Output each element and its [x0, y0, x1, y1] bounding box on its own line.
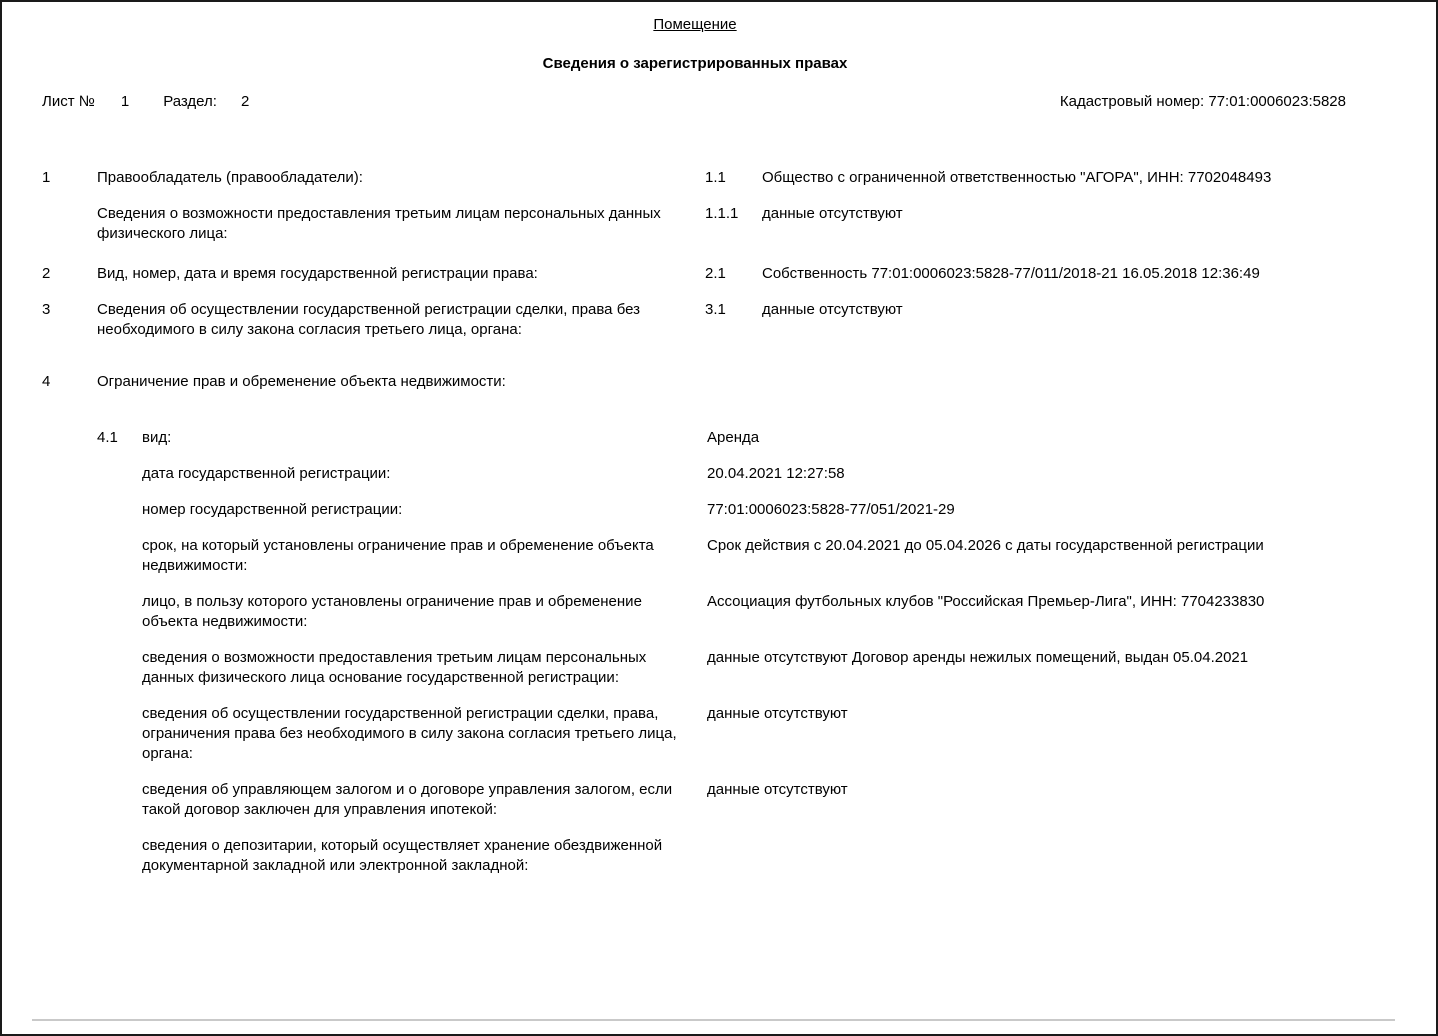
- row-value-number: 2.1: [705, 265, 726, 282]
- subrow-value: 20.04.2021 12:27:58: [707, 465, 845, 482]
- subrow-value: Срок действия с 20.04.2021 до 05.04.2026 с даты государственной регистрации: [707, 537, 1264, 554]
- row-label: Сведения о возможности предоставления третьим лицам персональных данных физического лица:: [97, 205, 661, 242]
- row-value-number: 1.1: [705, 169, 726, 186]
- table-row: [42, 372, 1436, 392]
- row-number: 3: [42, 301, 51, 318]
- subrow-number: [97, 536, 142, 576]
- subrow-value: Ассоциация футбольных клубов "Российская Премьер-Лига", ИНН: 7704233830: [707, 593, 1265, 610]
- sheet-number-value: 1: [120, 93, 130, 110]
- row-label: Ограничение прав и обременение объекта недвижимости:: [97, 373, 506, 390]
- subrow-number: [97, 500, 142, 520]
- footer-divider: [32, 1019, 1395, 1021]
- subrow-number: [97, 836, 142, 876]
- subrow-label: сведения об управляющем залогом и о договоре управления залогом, если такой договор заключен для управления ипотекой:: [142, 781, 673, 818]
- subrow-label: вид:: [142, 429, 172, 446]
- subrow-number: 4.1: [97, 429, 118, 446]
- row-value-number: 3.1: [705, 301, 726, 318]
- subrow-value: данные отсутствуют: [707, 781, 848, 798]
- subrow-value: [707, 836, 1357, 876]
- row-value: данные отсутствуют: [762, 301, 903, 318]
- row-value: [762, 372, 1302, 392]
- row-number: 1: [42, 169, 51, 186]
- table-subrow: [97, 536, 1436, 576]
- subrow-value: данные отсутствуют Договор аренды нежилых помещений, выдан 05.04.2021: [707, 649, 1249, 666]
- row-value: данные отсутствуют: [762, 205, 903, 222]
- row-number: [42, 204, 97, 244]
- table-subrow: [97, 780, 1436, 820]
- document-object-type: [42, 15, 1348, 35]
- subrow-number: [97, 648, 142, 688]
- subrow-value: Аренда: [707, 429, 760, 446]
- row-label: Сведения об осуществлении государственной регистрации сделки, права без необходимого в силу закона согласия третьего лица, органа:: [97, 301, 641, 338]
- row-number: 2: [42, 265, 51, 282]
- row-number: 4: [42, 373, 51, 390]
- table-row: [42, 300, 1436, 340]
- subrow-label: сведения о возможности предоставления третьим лицам персональных данных физического лица основание государственной регистрации:: [142, 649, 647, 686]
- row-value-number: [705, 372, 762, 392]
- section-value: 2: [240, 93, 250, 110]
- subrow-label: лицо, в пользу которого установлены ограничение прав и обременение объекта недвижимости:: [142, 593, 642, 630]
- table-subrow: [97, 704, 1436, 764]
- sheet-meta-row: [42, 92, 1436, 112]
- page-subtitle: Сведения о зарегистрированных правах: [542, 55, 848, 72]
- sheet-number-label: Лист №: [42, 93, 95, 110]
- subrow-number: [97, 704, 142, 764]
- section-label: Раздел:: [163, 93, 217, 110]
- subrow-value: данные отсутствуют: [707, 705, 848, 722]
- table-subrow: [97, 592, 1436, 632]
- row-value: Общество с ограниченной ответственностью "АГОРА", ИНН: 7702048493: [762, 169, 1272, 186]
- table-row: [42, 204, 1436, 244]
- subrow-label: дата государственной регистрации:: [142, 465, 391, 482]
- subrow-number: [97, 780, 142, 820]
- table-subrow: [97, 648, 1436, 688]
- row-label: Вид, номер, дата и время государственной регистрации права:: [97, 265, 538, 282]
- table-row: [42, 168, 1436, 188]
- subrow-number: [97, 592, 142, 632]
- subrow-label: сведения о депозитарии, который осуществляет хранение обездвиженной документарной закладной или электронной закладной:: [142, 837, 663, 874]
- page-title: Помещение: [653, 16, 737, 33]
- table-subrow: [97, 500, 1436, 520]
- table-subrow: [97, 836, 1436, 876]
- table-subrow: [97, 464, 1436, 484]
- subrow-label: номер государственной регистрации:: [142, 501, 403, 518]
- row-value-number: 1.1.1: [705, 205, 739, 222]
- row-value: Собственность 77:01:0006023:5828-77/011/2018-21 16.05.2018 12:36:49: [762, 265, 1260, 282]
- table-subrow: [97, 428, 1436, 448]
- subrow-value: 77:01:0006023:5828-77/051/2021-29: [707, 501, 955, 518]
- subrow-label: срок, на который установлены ограничение прав и обременение объекта недвижимости:: [142, 537, 654, 574]
- table-row: [42, 264, 1436, 284]
- sheet-section-info: [42, 92, 249, 112]
- subrow-label: сведения об осуществлении государственной регистрации сделки, права, ограничения права без необходимого в силу закона согласия третьего лица, органа:: [142, 705, 677, 762]
- row-label: Правообладатель (правообладатели):: [97, 169, 363, 186]
- subrow-number: [97, 464, 142, 484]
- cadastral-number: Кадастровый номер: 77:01:0006023:5828: [1059, 93, 1346, 110]
